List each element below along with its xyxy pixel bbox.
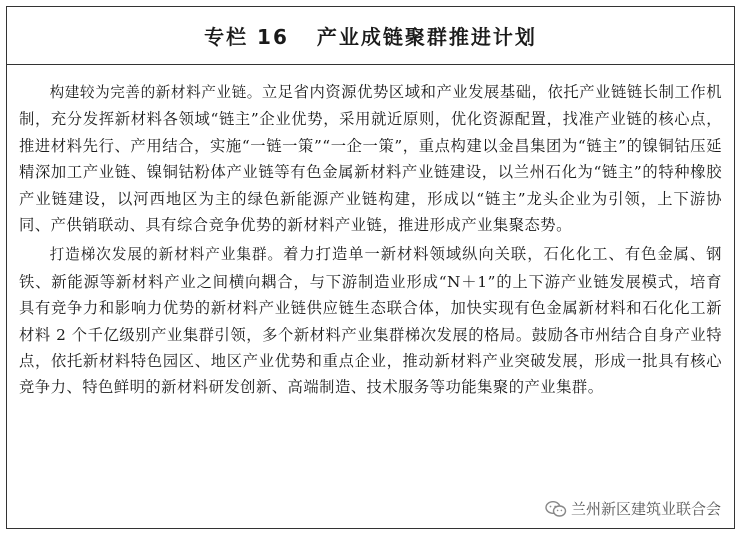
watermark-text: 兰州新区建筑业联合会 bbox=[570, 500, 721, 518]
box-body bbox=[19, 79, 722, 404]
paragraph-industry-cluster bbox=[19, 241, 722, 400]
box-number: 专栏 16 bbox=[204, 25, 289, 49]
content-box bbox=[6, 6, 735, 529]
wechat-icon bbox=[545, 500, 567, 518]
paragraph-lead: 打造梯次发展的新材料产业集群。 bbox=[49, 246, 284, 264]
paragraph-industry-chain bbox=[19, 79, 722, 238]
paragraph-lead: 构建较为完善的新材料产业链。 bbox=[49, 84, 262, 101]
paragraph-text: 立足省内资源优势区域和产业发展基础，依托产业链链长制工作机制，充分发挥新材料各领域“链主”企业优势，采用就近原则，优化资源配置，找准产业链的核心点，推进材料先行、产用结合，实施“一链一策”“一企一策”，重点构建以金昌集团为“链主”的镍铜钴压延精深加工产业链、镍铜钴粉体产业链等有色金属新材料产业链建设，以兰州石化为“链主”的特种橡胶产业链建设，以河西地区为主的绿色新能源产业链构建，形成以“链主”龙头企业为引领，上下游协同、产供销联动、具有综合竞争优势的新材料产业链，推进形成产业集聚态势。 bbox=[19, 83, 722, 235]
paragraph-text: 着力打造单一新材料领域纵向关联，石化化工、有色金属、钢铁、新能源等新材料产业之间横向耦合，与下游制造业形成“N＋1”的上下游产业链发展模式，培育具有竞争力和影响力优势的新材料产业链供应链生态联合体，加快实现有色金属新材料和石化化工新材料 2 个千亿级别产业集群引领，多个新材料产业集群梯次发展的格局。鼓励各市州结合自身产业特点，依托新材料特色园区、地区产业优势和重点企业，推动新材料产业突破发展，形成一批具有核心竞争力、特色鲜明的新材料研发创新、高端制造、技术服务等功能集聚的产业集群。 bbox=[19, 245, 722, 397]
watermark bbox=[543, 498, 723, 519]
box-title: 产业成链聚群推进计划 bbox=[316, 25, 537, 49]
box-header bbox=[7, 7, 734, 65]
